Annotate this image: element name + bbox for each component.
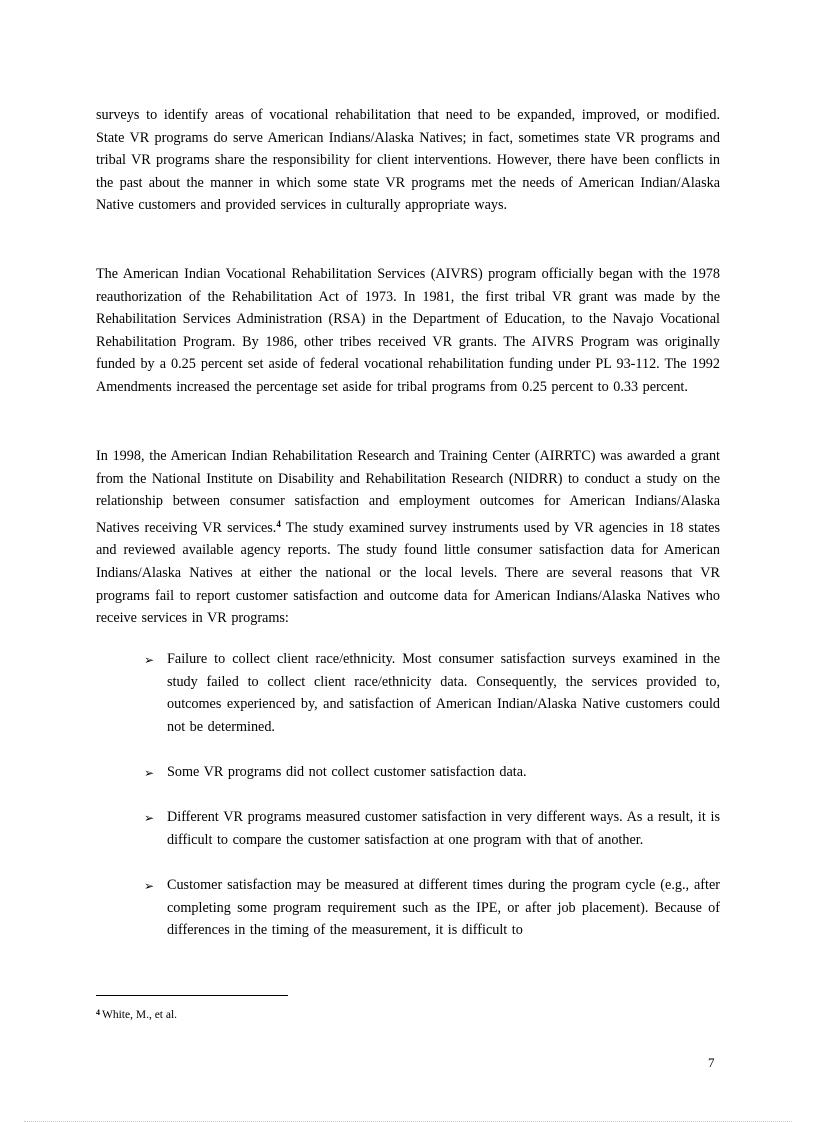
- arrow-bullet-icon: ➢: [144, 765, 155, 780]
- paragraph-1: surveys to identify areas of vocational rehabilitation that need to be expanded, improved, or modified. State VR programs do serve American Indians/Alaska Natives; in fact, sometimes state VR programs and tribal VR programs share the responsibility for client interventions. However, there have been conflicts in the past about the manner in which some state VR programs met the needs of American Indian/Alaska Native customers and provided services in culturally appropriate ways.: [96, 107, 720, 214]
- paragraph-3-text-a: In 1998, the American Indian Rehabilitation Research and Training Center (AIRRTC) was awarded a grant from the National Institute on Disability and Rehabilitation Research (NIDRR) to conduct a study on the relationship between consumer satisfaction and employment outcomes for American Indians/Alaska Natives receiving VR services.: [96, 448, 720, 536]
- list-item-text: Different VR programs measured customer satisfaction in very different ways. As a result, it is difficult to compare the customer satisfaction at one program with that of another.: [167, 809, 720, 848]
- list-item-text: Failure to collect client race/ethnicity. Most consumer satisfaction surveys examined in the study failed to collect client race/ethnicity data. Consequently, the services provided to, outcomes experienced by, and satisfaction of American Indian/Alaska Native customers could not be determined.: [167, 651, 720, 735]
- arrow-bullet-icon: ➢: [144, 653, 155, 667]
- paragraph-2: The American Indian Vocational Rehabilitation Services (AIVRS) program officially began with the 1978 reauthorization of the Rehabilitation Act of 1973. In 1981, the first tribal VR grant was made by the Rehabilitation Services Administration (RSA) in the Department of Education, to the Navajo Vocational Rehabilitation Program. By 1986, other tribes received VR grants. The AIVRS Program was originally funded by a 0.25 percent set aside of federal vocational rehabilitation funding under PL 93-112. The 1992 Amendments increased the percentage set aside for tribal programs from 0.25 percent to 0.33 percent.: [96, 266, 720, 395]
- footnote-text: White, M., et al.: [102, 1009, 178, 1021]
- list-item: [144, 874, 720, 942]
- footnote: [96, 1005, 177, 1023]
- list-item-text: Some VR programs did not collect customer satisfaction data.: [167, 763, 527, 780]
- list-item: [144, 806, 720, 851]
- list-item: [144, 648, 720, 738]
- list-item-text: Customer satisfaction may be measured at different times during the program cycle (e.g., after completing some program requirement such as the IPE, or after job placement). Because of differences in the timing of the measurement, it is difficult to: [167, 876, 720, 939]
- paragraph-3-text-b: The study examined survey instruments used by VR agencies in 18 states and reviewed available agency reports. The study found little consumer satisfaction data for American Indians/Alaska Natives at either the national or the local levels. There are several reasons that VR programs fail to report customer satisfaction and outcome data for American Indians/Alaska Natives who receive services in VR programs:: [96, 519, 720, 627]
- list-item: [144, 761, 720, 784]
- footnote-number: 4: [96, 1008, 100, 1017]
- footnote-divider: [96, 995, 288, 996]
- arrow-bullet-icon: ➢: [144, 878, 155, 893]
- bullet-list: [0, 648, 816, 964]
- page-bottom-border: [24, 1121, 792, 1122]
- arrow-bullet-icon: ➢: [144, 811, 155, 826]
- paragraph-3: [96, 445, 720, 630]
- footnote-reference: 4: [276, 518, 281, 529]
- page-number: 7: [708, 1055, 715, 1070]
